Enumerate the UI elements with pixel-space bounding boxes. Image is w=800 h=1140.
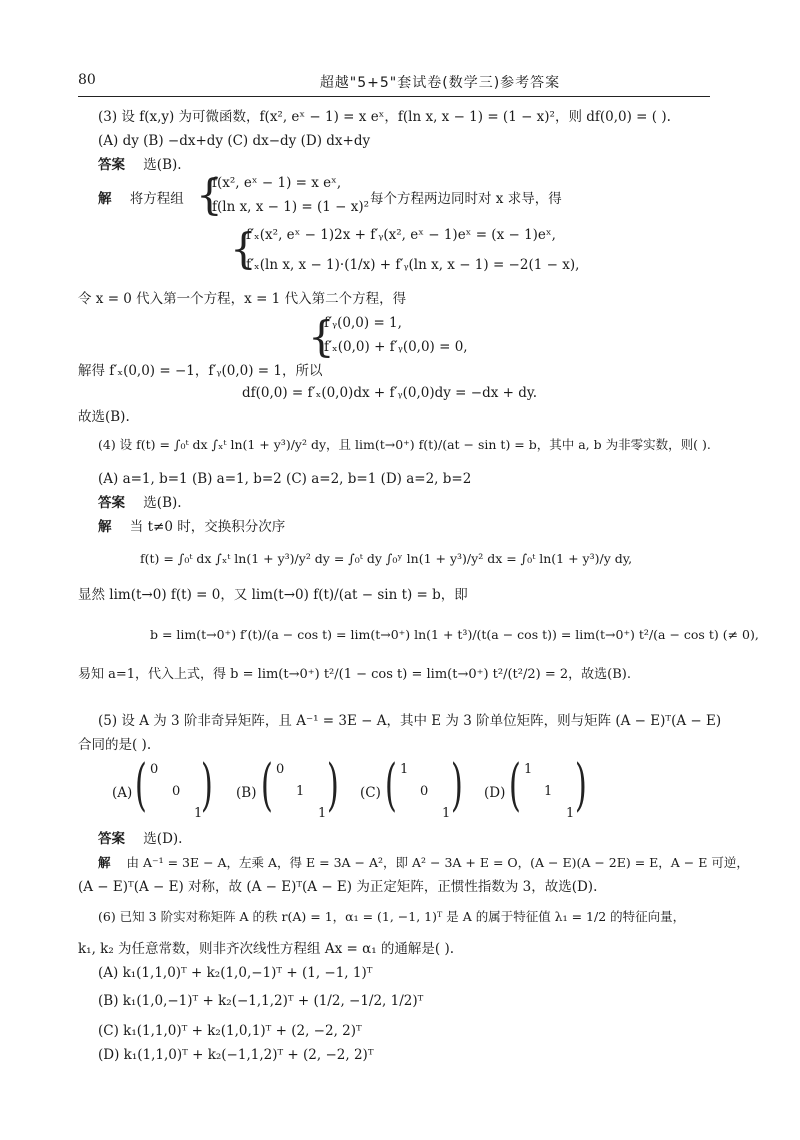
q4-options: (A) a=1, b=1 (B) a=1, b=2 (C) a=2, b=1 (D) a=2, b=2 [98,471,472,487]
system2-brace: { [230,224,257,273]
matrix-right-paren: ) [574,753,587,818]
matrix-left-paren: ( [260,753,273,818]
q4-equation-1: f(t) = ∫₀ᵗ dx ∫ₓᵗ ln(1 + y³)/y² dy = ∫₀ᵗ dy ∫₀ʸ ln(1 + y³)/y² dx = ∫₀ᵗ ln(1 + y³)/y dy, [140,551,633,566]
matrix-right-paren: ) [450,753,463,818]
q3-stem: (3) 设 f(x,y) 为可微函数，f(x², eˣ − 1) = x eˣ，f(ln x, x − 1) = (1 − x)²，则 df(0,0) = ( ). [98,109,671,125]
q4-stem: (4) 设 f(t) = ∫₀ᵗ dx ∫ₓᵗ ln(1 + y³)/y² dy，且 lim(t→0⁺) f(t)/(at − sin t) = b，其中 a, b 为非零实数，则( ). [98,437,711,452]
q5-answer: 选(D). [143,831,183,847]
q3-answer-row [98,156,182,174]
matrix-entry: 1 [544,784,553,799]
q3-solve: 解得 f′ₓ(0,0) = −1，f′ᵧ(0,0) = 1，所以 [78,363,323,379]
matrix-entry: 1 [400,762,409,777]
q3-system3-line2: f′ₓ(0,0) + f′ᵧ(0,0) = 0, [324,339,468,355]
q6-option-c: (C) k₁(1,1,0)ᵀ + k₂(1,0,1)ᵀ + (2, −2, 2)ᵀ [98,1023,362,1039]
q3-system1-line2: f(ln x, x − 1) = (1 − x)² [212,199,370,215]
q3-options: (A) dy (B) −dx+dy (C) dx−dy (D) dx+dy [98,133,371,149]
q6-option-a: (A) k₁(1,1,0)ᵀ + k₂(1,0,−1)ᵀ + (1, −1, 1)ᵀ [98,965,373,981]
answer-label: 答案 [98,495,125,511]
matrix-entry: 0 [276,762,285,777]
answer-label: 答案 [98,157,125,173]
matrix-right-paren: ) [200,753,213,818]
q6-option-b: (B) k₁(1,0,−1)ᵀ + k₂(−1,1,2)ᵀ + (1/2, −1/2, 1/2)ᵀ [98,993,424,1009]
q6-option-d: (D) k₁(1,1,0)ᵀ + k₂(−1,1,2)ᵀ + (2, −2, 2)ᵀ [98,1047,374,1063]
q3-system2-line1: f′ₓ(x², eˣ − 1)2x + f′ᵧ(x², eˣ − 1)eˣ = (x − 1)eˣ, [246,227,556,243]
q5-solution-line1: 解 由 A⁻¹ = 3E − A，左乘 A，得 E = 3A − A²，即 A² − 3A + E = O，(A − E)(A − 2E) = E，A − E 可逆， [98,855,749,870]
matrix-right-paren: ) [326,753,339,818]
q5-answer-row [98,830,182,848]
matrix-entry: 0 [420,784,429,799]
matrix-entry: 1 [524,762,533,777]
matrix-entry: 1 [194,806,203,821]
q5-solution-line2: (A − E)ᵀ(A − E) 对称，故 (A − E)ᵀ(A − E) 为正定矩阵，正惯性指数为 3，故选(D). [78,879,598,895]
q6-stem-line2: k₁, k₂ 为任意常数，则非齐次线性方程组 Ax = α₁ 的通解是( ). [78,941,455,957]
q3-solution-intro: 解 将方程组 [98,191,184,207]
matrix-entry: 1 [296,784,305,799]
option-label: (B) [236,785,257,801]
q3-differential: df(0,0) = f′ₓ(0,0)dx + f′ᵧ(0,0)dy = −dx + dy. [242,385,538,401]
system3-brace: { [308,312,335,361]
q5-stem-line1: (5) 设 A 为 3 阶非奇异矩阵，且 A⁻¹ = 3E − A，其中 E 为 3 阶单位矩阵，则与矩阵 (A − E)ᵀ(A − E) [98,713,722,729]
q3-conclusion: 故选(B). [78,409,130,425]
matrix-left-paren: ( [134,753,147,818]
q3-system1-line1: f(x², eˣ − 1) = x eˣ, [212,175,342,191]
q4-answer: 选(B). [143,495,182,511]
matrix-entry: 1 [442,806,451,821]
header-rule [78,96,710,97]
solution-label: 解 [98,519,112,535]
q4-equation-2: b = lim(t→0⁺) f′(t)/(a − cos t) = lim(t→0⁺) ln(1 + t³)/(t(a − cos t)) = lim(t→0⁺) t²/(a − cos t) (≠ 0), [150,627,759,642]
system1-brace: { [196,170,223,219]
matrix-entry: 0 [172,784,181,799]
q4-line-3: 易知 a=1，代入上式，得 b = lim(t→0⁺) t²/(1 − cos t) = lim(t→0⁺) t²/(t²/2) = 2，故选(B). [78,667,631,682]
matrix-entry: 1 [566,806,575,821]
option-label: (C) [360,785,381,801]
q5-stem-line2: 合同的是( ). [78,737,152,753]
option-label: (D) [484,785,506,801]
matrix-entry: 1 [318,806,327,821]
solution-label: 解 [98,855,111,870]
q3-answer: 选(B). [143,157,182,173]
option-label: (A) [112,785,133,801]
matrix-left-paren: ( [384,753,397,818]
q4-answer-row [98,494,182,512]
solution-label: 解 [98,191,112,207]
q3-system2-line2: f′ₓ(ln x, x − 1)·(1/x) + f′ᵧ(ln x, x − 1) = −2(1 − x), [246,257,580,273]
running-header-title: 超越"5+5"套试卷(数学三)参考答案 [319,75,561,91]
q4-line-2: 显然 lim(t→0) f(t) = 0，又 lim(t→0) f(t)/(at − sin t) = b，即 [78,587,468,603]
q4-solution-intro: 解 当 t≠0 时，交换积分次序 [98,519,286,535]
q6-stem-line1: (6) 已知 3 阶实对称矩阵 A 的秩 r(A) = 1，α₁ = (1, −1, 1)ᵀ 是 A 的属于特征值 λ₁ = 1/2 的特征向量， [98,909,686,924]
q3-solution-after: 每个方程两边同时对 x 求导，得 [370,191,562,207]
page-number: 80 [78,72,96,88]
q3-substitution: 令 x = 0 代入第一个方程，x = 1 代入第二个方程，得 [78,291,407,307]
q3-system3-line1: f′ᵧ(0,0) = 1, [324,315,402,331]
matrix-entry: 0 [150,762,159,777]
matrix-left-paren: ( [508,753,521,818]
answer-label: 答案 [98,831,125,847]
